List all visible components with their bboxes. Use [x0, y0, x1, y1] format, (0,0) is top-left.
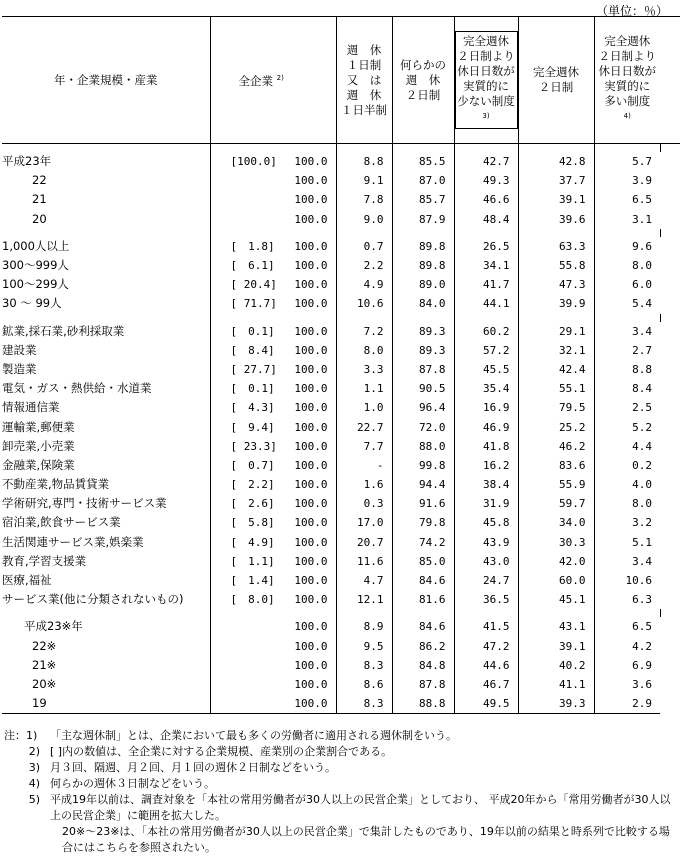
row-label: 1,000人以上: [2, 238, 70, 253]
note-text: 月３回、隔週、月２回、月１回の週休２日制などをいう。: [50, 761, 336, 774]
cell-w1: 2.2: [336, 256, 392, 275]
table-row: [2, 656, 680, 675]
row-label: 不動産業,物品賃貸業: [2, 477, 110, 492]
note-key: 2): [28, 745, 40, 758]
cell-full: 40.2: [518, 656, 594, 675]
cell-full: 42.4: [518, 360, 594, 379]
share-bracket: [210, 675, 280, 694]
weekly-holiday-table: [2, 16, 680, 714]
cell-less: 42.7: [454, 152, 518, 171]
row-label: 100～299人: [2, 277, 69, 292]
cell-more: 3.4: [594, 552, 660, 571]
table-row: [2, 617, 680, 636]
cell-any2: 74.2: [392, 533, 454, 552]
cell-all: 100.0: [294, 212, 328, 226]
cell-all: 100.0: [294, 174, 328, 188]
share-bracket: [ 8.0]: [210, 590, 280, 609]
note-item: [4, 744, 676, 760]
cell-w1: 9.0: [336, 210, 392, 229]
cell-more: 6.9: [594, 656, 660, 675]
cell-w1: 0.3: [336, 494, 392, 513]
cell-full: 59.7: [518, 494, 594, 513]
cell-any2: 89.3: [392, 341, 454, 360]
cell-all: 100.0: [294, 516, 328, 530]
cell-w1: 7.8: [336, 190, 392, 209]
cell-any2: 87.9: [392, 210, 454, 229]
row-label: 鉱業,採石業,砂利採取業: [2, 323, 125, 338]
cell-all: 100.0: [294, 297, 328, 311]
cell-all: 100.0: [294, 535, 328, 549]
cell-all: 100.0: [294, 259, 328, 273]
share-bracket: [ 23.3]: [210, 437, 280, 456]
share-bracket: [210, 656, 280, 675]
row-label: サービス業(他に分類されないもの): [2, 592, 184, 607]
cell-all: 100.0: [294, 324, 328, 338]
note-key: 注：1): [4, 729, 38, 742]
table-row: [2, 152, 680, 171]
cell-more: 2.9: [594, 694, 660, 714]
table-row: [2, 171, 680, 190]
table-row: [2, 590, 680, 609]
header-any-2: 何らかの 週 休 ２日制: [392, 17, 454, 144]
cell-w1: 1.6: [336, 475, 392, 494]
cell-all: 100.0: [294, 362, 328, 376]
cell-w1: 12.1: [336, 590, 392, 609]
cell-full: 39.3: [518, 694, 594, 714]
cell-less: 47.2: [454, 637, 518, 656]
cell-more: 2.7: [594, 341, 660, 360]
cell-full: 83.6: [518, 456, 594, 475]
cell-full: 25.2: [518, 417, 594, 436]
share-bracket: [ 8.4]: [210, 341, 280, 360]
table-row: [2, 237, 680, 256]
share-bracket: [ 4.3]: [210, 398, 280, 417]
table-row: [2, 341, 680, 360]
cell-w1: 11.6: [336, 552, 392, 571]
cell-any2: 90.5: [392, 379, 454, 398]
cell-w1: 8.9: [336, 617, 392, 636]
note-item: [4, 760, 676, 776]
cell-more: 3.6: [594, 675, 660, 694]
note-key: 5): [28, 793, 40, 806]
row-label: 21: [32, 192, 47, 207]
cell-full: 37.7: [518, 171, 594, 190]
cell-any2: 85.7: [392, 190, 454, 209]
cell-less: 38.4: [454, 475, 518, 494]
cell-any2: 99.8: [392, 456, 454, 475]
share-bracket: [100.0]: [210, 152, 280, 171]
cell-any2: 84.6: [392, 617, 454, 636]
note-item: [4, 824, 676, 856]
cell-less: 41.7: [454, 275, 518, 294]
cell-more: 8.0: [594, 494, 660, 513]
cell-any2: 96.4: [392, 398, 454, 417]
share-bracket: [ 4.9]: [210, 533, 280, 552]
cell-full: 34.0: [518, 513, 594, 532]
cell-w1: -: [336, 456, 392, 475]
share-bracket: [ 1.8]: [210, 237, 280, 256]
cell-less: 36.5: [454, 590, 518, 609]
cell-all: 100.0: [294, 155, 328, 169]
cell-any2: 85.5: [392, 152, 454, 171]
cell-less: 44.1: [454, 294, 518, 313]
cell-w1: 1.0: [336, 398, 392, 417]
cell-w1: 8.3: [336, 656, 392, 675]
cell-less: 45.8: [454, 513, 518, 532]
cell-any2: 89.3: [392, 322, 454, 341]
cell-w1: 17.0: [336, 513, 392, 532]
cell-full: 63.3: [518, 237, 594, 256]
share-bracket: [ 20.4]: [210, 275, 280, 294]
row-label: 19: [2, 694, 210, 714]
cell-all: 100.0: [294, 439, 328, 453]
cell-less: 35.4: [454, 379, 518, 398]
cell-all: 100.0: [294, 420, 328, 434]
note-key: 3): [28, 761, 40, 774]
cell-any2: 72.0: [392, 417, 454, 436]
note-text: 何らかの週休３日制などをいう。: [50, 777, 215, 790]
cell-all: 100.0: [294, 677, 328, 691]
group-spacer: [2, 609, 680, 617]
table-row: [2, 494, 680, 513]
cell-full: 47.3: [518, 275, 594, 294]
row-label: 情報通信業: [2, 400, 60, 415]
cell-less: 46.6: [454, 190, 518, 209]
cell-all: 100.0: [280, 694, 336, 714]
row-label: 20: [32, 211, 47, 226]
cell-more: 3.2: [594, 513, 660, 532]
group-spacer: [2, 314, 680, 322]
header-full: 完全週休 ２日制: [518, 17, 594, 144]
cell-w1: 9.1: [336, 171, 392, 190]
cell-full: 29.1: [518, 322, 594, 341]
row-label: 300～999人: [2, 258, 69, 273]
cell-less: 46.7: [454, 675, 518, 694]
row-label: 製造業: [2, 361, 37, 376]
cell-full: 60.0: [518, 571, 594, 590]
row-label: 建設業: [2, 342, 37, 357]
cell-all: 100.0: [294, 193, 328, 207]
table-row: [2, 456, 680, 475]
cell-less: 49.5: [454, 694, 518, 714]
table-row: [2, 190, 680, 209]
cell-more: 2.5: [594, 398, 660, 417]
share-bracket: [210, 637, 280, 656]
cell-w1: 4.9: [336, 275, 392, 294]
cell-more: 6.0: [594, 275, 660, 294]
cell-any2: 88.0: [392, 437, 454, 456]
cell-more: 5.7: [594, 152, 660, 171]
cell-more: 9.6: [594, 237, 660, 256]
share-bracket: [210, 190, 280, 209]
cell-all: 100.0: [294, 401, 328, 415]
group-spacer: [2, 229, 680, 237]
cell-less: 60.2: [454, 322, 518, 341]
cell-any2: 89.8: [392, 237, 454, 256]
cell-full: 43.1: [518, 617, 594, 636]
share-bracket: [210, 210, 280, 229]
header-less: 完全週休 ２日制より 休日日数が 実質的に 少ない制度$^{3)}$: [454, 17, 518, 144]
share-bracket: [ 5.8]: [210, 513, 280, 532]
table-row: [2, 533, 680, 552]
cell-w1: 0.7: [336, 237, 392, 256]
cell-w1: 9.5: [336, 637, 392, 656]
table-row: [2, 256, 680, 275]
cell-less: 46.9: [454, 417, 518, 436]
cell-all: 100.0: [294, 278, 328, 292]
cell-any2: 81.6: [392, 590, 454, 609]
share-bracket: [ 9.4]: [210, 417, 280, 436]
cell-more: 4.4: [594, 437, 660, 456]
row-label: 学術研究,専門・技術サービス業: [2, 496, 167, 511]
row-label: 医療,福祉: [2, 573, 52, 588]
group-spacer: [2, 144, 680, 153]
cell-more: 8.0: [594, 256, 660, 275]
cell-w1: 20.7: [336, 533, 392, 552]
cell-more: 8.4: [594, 379, 660, 398]
row-label: 20※: [32, 676, 57, 691]
table-row: [2, 675, 680, 694]
note-item: [4, 728, 676, 744]
table-row: [2, 437, 680, 456]
cell-w1: 8.0: [336, 341, 392, 360]
share-bracket: [ 0.1]: [210, 379, 280, 398]
unit-label: （単位：％）: [595, 4, 668, 18]
cell-any2: 89.0: [392, 275, 454, 294]
cell-w1: 3.3: [336, 360, 392, 379]
cell-less: 16.2: [454, 456, 518, 475]
table-body: [2, 144, 680, 714]
table-row: [2, 322, 680, 341]
table-row: [2, 398, 680, 417]
cell-all: 100.0: [294, 658, 328, 672]
cell-more: 5.1: [594, 533, 660, 552]
cell-any2: 94.4: [392, 475, 454, 494]
share-bracket: [ 27.7]: [210, 360, 280, 379]
cell-any2: 87.8: [392, 675, 454, 694]
cell-all: 100.0: [294, 593, 328, 607]
cell-any2: 84.0: [392, 294, 454, 313]
share-bracket: [ 6.1]: [210, 256, 280, 275]
cell-more: 3.9: [594, 171, 660, 190]
cell-w1: 7.2: [336, 322, 392, 341]
cell-less: 57.2: [454, 341, 518, 360]
header-weekly-1: 週 休 １日制 又 は 週 休 １日半制: [336, 17, 392, 144]
table-row: [2, 513, 680, 532]
cell-less: 24.7: [454, 571, 518, 590]
cell-full: 46.2: [518, 437, 594, 456]
cell-less: 16.9: [454, 398, 518, 417]
row-label: 電気・ガス・熱供給・水道業: [2, 381, 152, 396]
share-bracket: [ 1.1]: [210, 552, 280, 571]
row-label: 平成23年: [2, 154, 52, 169]
cell-any2: 86.2: [392, 637, 454, 656]
cell-w1: 1.1: [336, 379, 392, 398]
row-label: 22※: [32, 638, 57, 653]
cell-w1: 4.7: [336, 571, 392, 590]
cell-less: 34.1: [454, 256, 518, 275]
cell-full: 39.6: [518, 210, 594, 229]
share-bracket: [ 2.2]: [210, 475, 280, 494]
header-row: [2, 17, 680, 144]
cell-any2: 91.6: [392, 494, 454, 513]
note-item: [4, 792, 676, 824]
table-row: [2, 360, 680, 379]
cell-all: 100.0: [294, 554, 328, 568]
share-bracket: [ 0.7]: [210, 456, 280, 475]
row-label: 30 ～ 99人: [2, 296, 62, 311]
cell-more: 3.4: [594, 322, 660, 341]
cell-any2: 84.6: [392, 571, 454, 590]
cell-full: 42.8: [518, 152, 594, 171]
cell-full: 42.0: [518, 552, 594, 571]
cell-full: 55.1: [518, 379, 594, 398]
cell-more: 4.2: [594, 637, 660, 656]
row-label: 卸売業,小売業: [2, 438, 75, 453]
cell-less: 45.5: [454, 360, 518, 379]
cell-more: 6.3: [594, 590, 660, 609]
cell-more: 6.5: [594, 190, 660, 209]
cell-all: 100.0: [294, 620, 328, 634]
cell-w1: 8.6: [336, 675, 392, 694]
share-bracket: [ 0.1]: [210, 322, 280, 341]
cell-w1: 10.6: [336, 294, 392, 313]
row-label: 22: [32, 173, 47, 188]
cell-w1: 8.8: [336, 152, 392, 171]
cell-more: 0.2: [594, 456, 660, 475]
cell-full: 55.8: [518, 256, 594, 275]
cell-any2: 89.8: [392, 256, 454, 275]
cell-all: 100.0: [294, 382, 328, 396]
cell-all: 100.0: [294, 639, 328, 653]
cell-less: 48.4: [454, 210, 518, 229]
table-row: [2, 275, 680, 294]
share-bracket: [210, 617, 280, 636]
cell-full: 39.9: [518, 294, 594, 313]
cell-full: 32.1: [518, 341, 594, 360]
cell-full: 45.1: [518, 590, 594, 609]
cell-full: 39.1: [518, 637, 594, 656]
cell-more: 4.0: [594, 475, 660, 494]
cell-full: 39.1: [518, 190, 594, 209]
cell-more: 5.2: [594, 417, 660, 436]
cell-less: 41.5: [454, 617, 518, 636]
cell-any2: 87.0: [392, 171, 454, 190]
cell-any2: 87.8: [392, 360, 454, 379]
share-bracket: [210, 171, 280, 190]
cell-any2: 79.8: [392, 513, 454, 532]
header-category: 年・企業規模・産業: [54, 72, 158, 87]
cell-more: 6.5: [594, 617, 660, 636]
table-row: [2, 210, 680, 229]
cell-full: 55.9: [518, 475, 594, 494]
cell-w1: 8.3: [336, 694, 392, 714]
cell-all: 100.0: [294, 574, 328, 588]
table-row: [2, 294, 680, 313]
cell-all: 100.0: [294, 239, 328, 253]
row-label: 21※: [32, 657, 57, 672]
cell-more: 5.4: [594, 294, 660, 313]
row-label: 金融業,保険業: [2, 457, 75, 472]
cell-less: 43.9: [454, 533, 518, 552]
cell-less: 49.3: [454, 171, 518, 190]
cell-w1: 22.7: [336, 417, 392, 436]
table-row: [2, 475, 680, 494]
share-bracket: [ 71.7]: [210, 294, 280, 313]
header-all: 全企業 $^{2)}$: [210, 17, 336, 144]
table-row: [2, 637, 680, 656]
cell-less: 43.0: [454, 552, 518, 571]
share-bracket: [ 1.4]: [210, 571, 280, 590]
row-label: 宿泊業,飲食サービス業: [2, 515, 121, 530]
note-key: 4): [28, 777, 40, 790]
cell-full: 30.3: [518, 533, 594, 552]
cell-any2: 85.0: [392, 552, 454, 571]
cell-all: 100.0: [294, 343, 328, 357]
table-row: [2, 379, 680, 398]
table-row: [2, 417, 680, 436]
row-label: 平成23※年: [24, 619, 83, 634]
note-item: [4, 776, 676, 792]
share-bracket: [210, 694, 280, 714]
cell-all: 100.0: [294, 497, 328, 511]
cell-more: 10.6: [594, 571, 660, 590]
share-bracket: [ 2.6]: [210, 494, 280, 513]
row-label: 運輸業,郵便業: [2, 419, 75, 434]
cell-any2: 88.8: [392, 694, 454, 714]
table-row: [2, 552, 680, 571]
cell-w1: 7.7: [336, 437, 392, 456]
notes: [4, 728, 676, 856]
cell-any2: 84.8: [392, 656, 454, 675]
note-text: 平成19年以前は、調査対象を「本社の常用労働者が30人以上の民営企業」としており、 平成20年から「常用労働者が30人以上の民営企業」に範囲を拡大した。: [50, 793, 671, 822]
header-more: 完全週休 ２日制より 休日日数が 実質的に 多い制度 $^{4)}$: [594, 17, 660, 144]
table-row: [2, 571, 680, 590]
table-row: [2, 694, 680, 714]
cell-less: 31.9: [454, 494, 518, 513]
cell-less: 26.5: [454, 237, 518, 256]
cell-less: 44.6: [454, 656, 518, 675]
note-key: [4, 824, 50, 856]
note-text: 「主な週休制」とは、企業において最も多くの労働者に適用される週休制をいう。: [50, 729, 457, 742]
cell-full: 79.5: [518, 398, 594, 417]
cell-more: 8.8: [594, 360, 660, 379]
note-text: 20※～23※は、「本社の常用労働者が30人以上の民営企業」で集計したものであり、19年以前の結果と時系列で比較する場合にはこちらを参照されたい。: [62, 825, 670, 854]
note-text: [ ]内の数値は、全企業に対する企業規模、産業別の企業割合である。: [50, 745, 393, 758]
cell-more: 3.1: [594, 210, 660, 229]
row-label: 生活関連サービス業,娯楽業: [2, 534, 144, 549]
cell-all: 100.0: [294, 478, 328, 492]
cell-less: 41.8: [454, 437, 518, 456]
row-label: 教育,学習支援業: [2, 553, 87, 568]
cell-full: 41.1: [518, 675, 594, 694]
cell-all: 100.0: [294, 458, 328, 472]
